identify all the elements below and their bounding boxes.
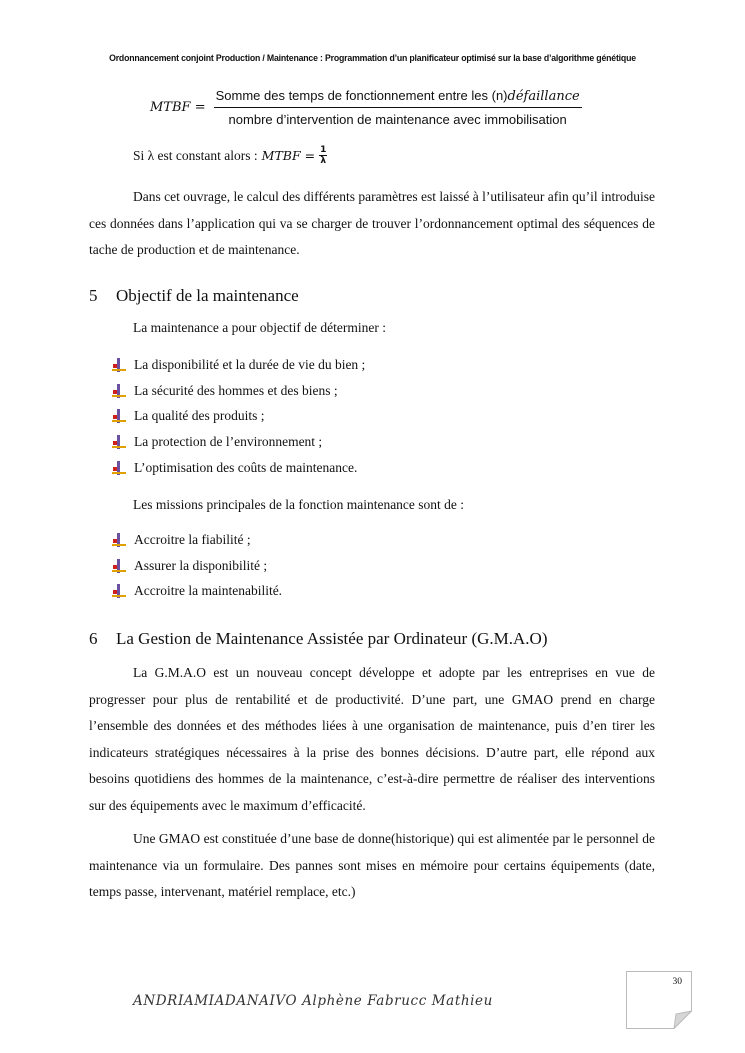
section-6-heading: 6 La Gestion de Maintenance Assistée par Ordinateur (G.M.A.O) xyxy=(89,629,548,648)
missions-intro: Les missions principales de la fonction maintenance sont de : xyxy=(133,497,465,512)
list-item: Assurer la disponibilité ; xyxy=(112,553,282,579)
bullet-icon xyxy=(112,409,126,423)
list-item: La qualité des produits ; xyxy=(112,404,365,430)
section-5-heading: 5 Objectif de la maintenance xyxy=(89,286,299,305)
intro-paragraph: Dans cet ouvrage, le calcul des différents paramètres est laissé à l’utilisateur afin qu’il introduise ces données dans l’application qui va se charger de trouver l’ordonnancement optimal des séquences de tache de production et de maintenance. xyxy=(89,189,655,257)
mtbf-formula xyxy=(150,88,582,127)
list-item: La disponibilité et la durée de vie du bien ; xyxy=(112,352,365,378)
bullet-icon xyxy=(112,584,126,598)
formula-numerator: Somme des temps de fonctionnement entre les (n)défaillance xyxy=(214,88,582,108)
list-item: La sécurité des hommes et des biens ; xyxy=(112,378,365,404)
gmao-paragraph-2: Une GMAO est constituée d’une base de donne(historique) qui est alimentée par le personnel de maintenance via un formulaire. Des pannes sont mises en mémoire pour certains équipements (date, temps passe, intervenant, matériel remplace, etc.) xyxy=(89,831,655,899)
bullet-icon xyxy=(112,559,126,573)
list-item: Accroitre la maintenabilité. xyxy=(112,579,282,605)
gmao-paragraph-1: La G.M.A.O est un nouveau concept développe et adopte par les entreprises en vue de progresser pour plus de rentabilité et de productivité. D’une part, une GMAO prend en charge l’ensemble des données et des méthodes liées à une organisation de maintenance, puis d’en tirer les indicateurs stratégiques nécessaires à la prise des bonnes décisions. D’autre part, elle répond aux besoins quotidiens des hommes de la maintenance, c’est-à-dire permettre de réaliser des interventions sur des équipements avec le maximum d’efficacité. xyxy=(89,665,655,813)
formula-fraction xyxy=(214,88,582,127)
list-item: Accroitre la fiabilité ; xyxy=(112,527,282,553)
page-number-box xyxy=(626,971,692,1029)
author-signature: ANDRIAMIADANAIVO Alphène Fabrucc Mathieu xyxy=(133,993,493,1009)
formula-lhs: MTBF = xyxy=(150,100,206,115)
lambda-text: Si λ est constant alors : xyxy=(133,147,258,163)
bullet-icon xyxy=(112,384,126,398)
section-5-intro: La maintenance a pour objectif de déterminer : xyxy=(133,320,387,335)
missions-list xyxy=(112,527,282,604)
running-header: Ordonnancement conjoint Production / Maintenance : Programmation d’un planificateur optimisé sur la base d’algorithme génétique xyxy=(109,53,636,64)
bullet-icon xyxy=(112,461,126,475)
lambda-condition xyxy=(133,145,327,166)
list-item: L’optimisation des coûts de maintenance. xyxy=(112,455,365,481)
bullet-icon xyxy=(112,358,126,372)
lambda-mtbf: MTBF = xyxy=(261,148,316,163)
objectives-list xyxy=(112,352,365,481)
lambda-fraction: $\frac{1}{\lambda}$ xyxy=(320,145,327,166)
list-item: La protection de l’environnement ; xyxy=(112,429,365,455)
formula-denominator: nombre d’intervention de maintenance avec immobilisation xyxy=(228,112,567,127)
page-number: 30 xyxy=(672,977,682,987)
bullet-icon xyxy=(112,435,126,449)
page-curl-icon xyxy=(626,971,692,1029)
bullet-icon xyxy=(112,533,126,547)
